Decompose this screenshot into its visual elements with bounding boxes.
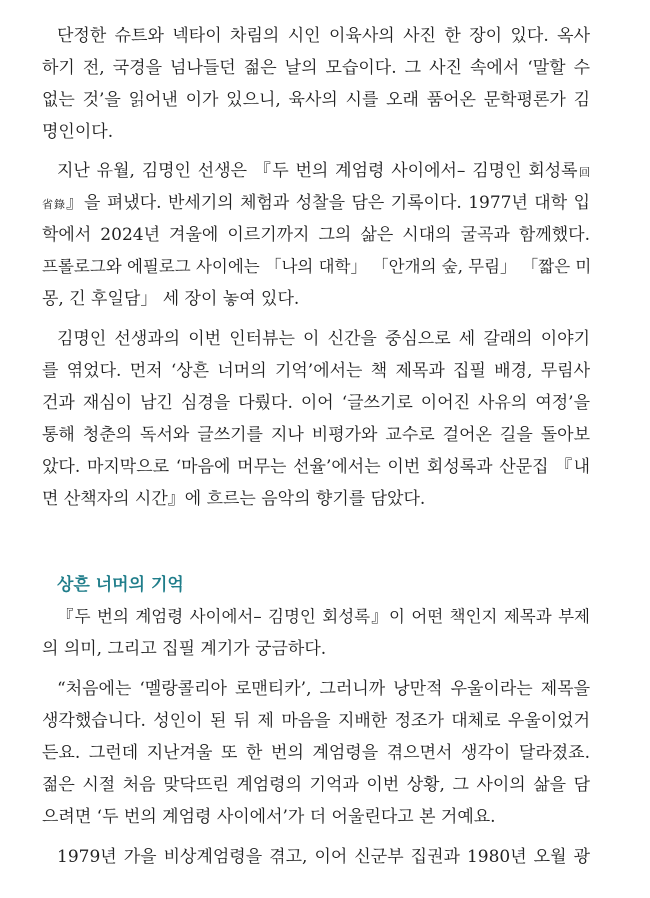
answer-line: “처음에는 ‘멜랑콜리아 로맨티카’, 그러니까 낭만적 우울이라는 제목을 (57, 679, 590, 699)
text-span: 』을 펴냈다. 반세기의 체험과 성찰을 담은 기록이다. 1977년 대학 입 (66, 193, 590, 213)
answer-line: 생각했습니다. 성인이 된 뒤 제 마음을 지배한 정조가 대체로 우울이었거 (42, 711, 590, 731)
answer-line: 젊은 시절 처음 맞닥뜨린 계엄령의 기억과 이번 상황, 그 사이의 삶을 담 (42, 775, 590, 795)
text-span: 지난 유월, 김명인 선생은 『두 번의 계엄령 사이에서– 김명인 회성록 (57, 161, 578, 181)
answer-line: 으려면 ‘두 번의 계엄령 사이에서’가 더 어울린다고 본 거예요. (42, 807, 496, 827)
text-line: 단정한 슈트와 넥타이 차림의 시인 이육사의 사진 한 장이 있다. 옥사 (57, 26, 590, 46)
section-heading: 상흔 너머의 기억 (57, 575, 184, 595)
text-line: 몽, 긴 후일담」 세 장이 놓여 있다. (42, 289, 300, 309)
text-line: 하기 전, 국경을 넘나들던 젊은 날의 모습이다. 그 사진 속에서 ‘말할 수 (42, 58, 590, 78)
hanja-annotation: 省錄 (42, 198, 67, 211)
answer-line: 든요. 그런데 지난겨울 또 한 번의 계엄령을 겪으면서 생각이 달라졌죠. (42, 743, 590, 763)
text-line: 건과 재심이 남긴 심경을 다뤘다. 이어 ‘글쓰기로 이어진 사유의 여정’을 (42, 393, 590, 413)
text-line (57, 159, 590, 185)
text-line: 명인이다. (42, 122, 114, 142)
text-line: 프롤로그와 에필로그 사이에는 「나의 대학」 「안개의 숲, 무림」 「짧은 미 (42, 257, 592, 276)
text-line: 없는 것’을 읽어낸 이가 있으니, 육사의 시를 오래 품어온 문학평론가 김 (42, 90, 590, 110)
text-line: 면 산책자의 시간』에 흐르는 음악의 향기를 담았다. (42, 489, 426, 509)
hanja-annotation: 回 (577, 166, 591, 179)
text-line (42, 191, 590, 217)
text-line: 김명인 선생과의 이번 인터뷰는 이 신간을 중심으로 세 갈래의 이야기 (57, 329, 590, 349)
question-line: 『두 번의 계엄령 사이에서– 김명인 회성록』이 어떤 책인지 제목과 부제 (57, 607, 590, 626)
question-line: 의 의미, 그리고 집필 계기가 궁금하다. (42, 639, 327, 659)
text-line: 통해 청춘의 독서와 글쓰기를 지나 비평가와 교수로 걸어온 길을 돌아보 (42, 425, 590, 445)
text-line: 학에서 2024년 겨울에 이르기까지 그의 삶은 시대의 굴곡과 함께했다. (42, 225, 590, 245)
text-line: 았다. 마지막으로 ‘마음에 머무는 선율’에서는 이번 회성록과 산문집 『내 (42, 457, 590, 477)
answer-line: 1979년 가을 비상계엄령을 겪고, 이어 신군부 집권과 1980년 오월 광 (57, 847, 590, 867)
text-line: 를 엮었다. 먼저 ‘상흔 너머의 기억’에서는 책 제목과 집필 배경, 무림사 (42, 361, 590, 381)
